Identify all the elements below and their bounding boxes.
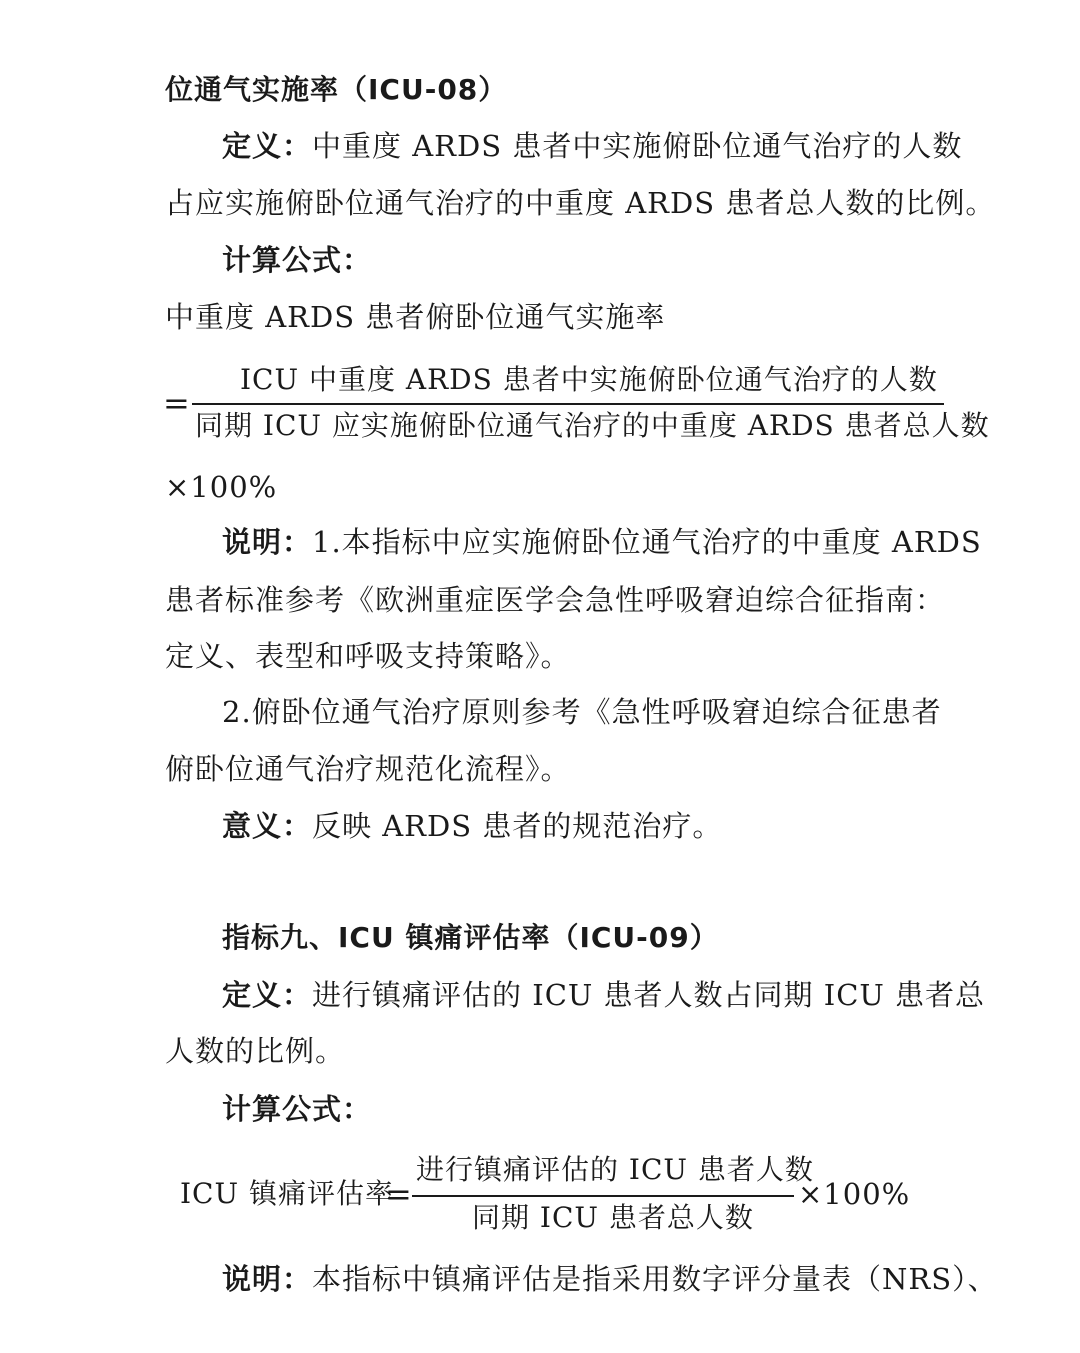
definition-text: 中重度 ARDS 患者中实施俯卧位通气治疗的人数 xyxy=(312,129,963,163)
note-label: 说明： xyxy=(222,1262,313,1296)
definition-label: 定义： xyxy=(222,978,313,1012)
section9-denominator: 同期 ICU 患者总人数 xyxy=(472,1201,754,1234)
section8-multiplier: ×100% xyxy=(165,470,278,504)
section8-definition-line2: 占应实施俯卧位通气治疗的中重度 ARDS 患者总人数的比例。 xyxy=(165,186,996,220)
section8-note2-line1: 2.俯卧位通气治疗原则参考《急性呼吸窘迫综合征患者 xyxy=(222,695,942,729)
section8-title: 位通气实施率（ICU-08） xyxy=(165,73,508,106)
section8-meaning xyxy=(222,806,722,846)
section8-definition-line1 xyxy=(222,126,962,166)
section9-multiplier: ×100% xyxy=(798,1177,911,1211)
section8-fraction-bar xyxy=(192,403,944,405)
section9-definition-line1 xyxy=(222,975,985,1015)
section9-formula-label: 计算公式： xyxy=(222,1092,373,1126)
definition-text: 进行镇痛评估的 ICU 患者人数占同期 ICU 患者总 xyxy=(312,978,986,1012)
section8-note1-line2: 患者标准参考《欧洲重症医学会急性呼吸窘迫综合征指南： xyxy=(165,583,946,617)
section8-formula-label: 计算公式： xyxy=(222,243,373,277)
meaning-label: 意义： xyxy=(222,809,313,843)
section8-note2-line2: 俯卧位通气治疗规范化流程》。 xyxy=(165,752,571,786)
note-label: 说明： xyxy=(222,525,313,559)
section9-numerator: 进行镇痛评估的 ICU 患者人数 xyxy=(416,1153,814,1186)
section8-denominator: 同期 ICU 应实施俯卧位通气治疗的中重度 ARDS 患者总人数 xyxy=(195,409,990,442)
section9-fraction-bar xyxy=(412,1195,794,1197)
section8-note1-line1 xyxy=(222,522,982,562)
note1-text: 1.本指标中应实施俯卧位通气治疗的中重度 ARDS xyxy=(312,525,982,559)
section8-numerator: ICU 中重度 ARDS 患者中实施俯卧位通气治疗的人数 xyxy=(240,363,938,396)
section9-title: 指标九、ICU 镇痛评估率（ICU-09） xyxy=(222,921,719,954)
section8-note1-line3: 定义、表型和呼吸支持策略》。 xyxy=(165,639,571,673)
section8-equals-sign: = xyxy=(163,384,190,422)
section9-definition-line2: 人数的比例。 xyxy=(165,1034,346,1068)
section8-formula-lhs: 中重度 ARDS 患者俯卧位通气实施率 xyxy=(165,300,666,334)
section9-equals-sign: = xyxy=(385,1175,412,1213)
meaning-text: 反映 ARDS 患者的规范治疗。 xyxy=(312,809,723,843)
note-text: 本指标中镇痛评估是指采用数字评分量表（NRS）、 xyxy=(312,1262,998,1296)
section9-note xyxy=(222,1259,998,1299)
section9-formula-lhs: ICU 镇痛评估率 xyxy=(180,1177,394,1210)
definition-label: 定义： xyxy=(222,129,313,163)
